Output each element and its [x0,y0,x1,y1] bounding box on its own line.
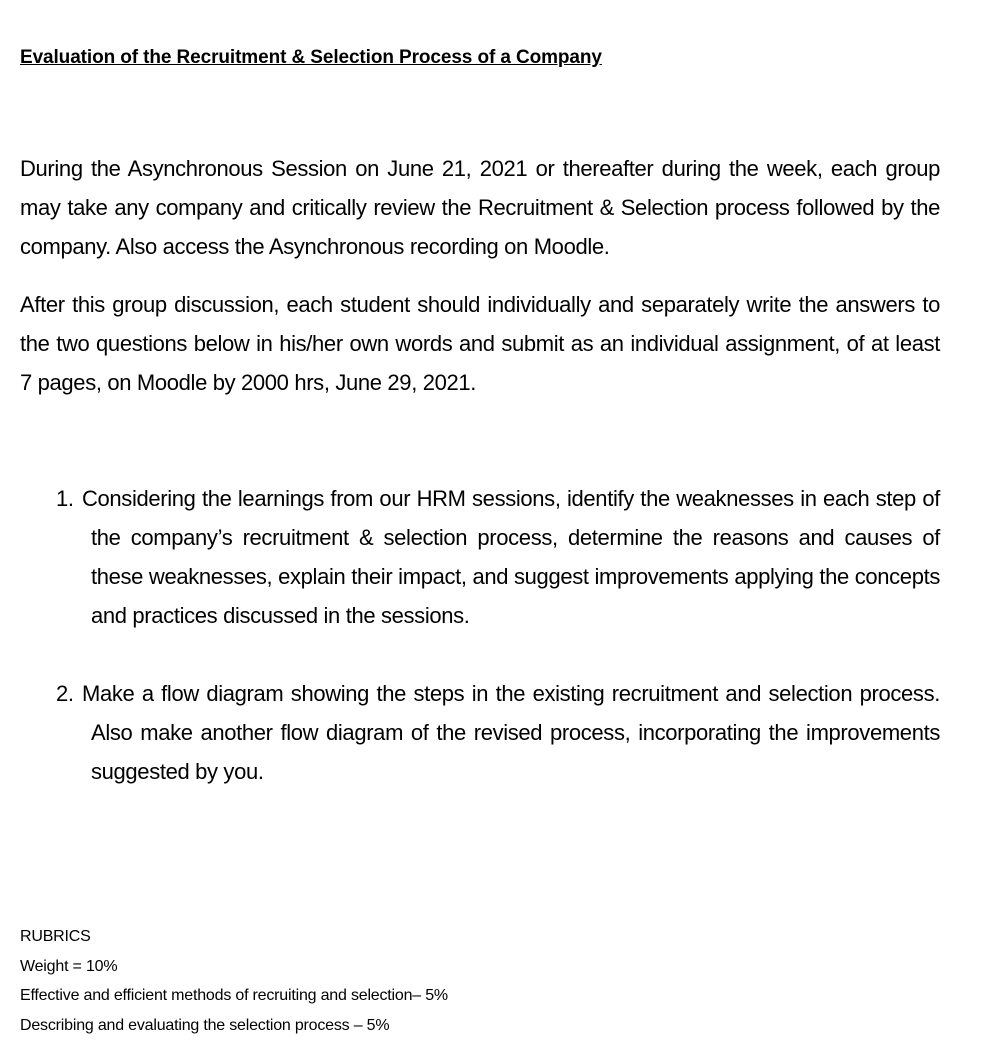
question-list-item-1 [56,479,940,635]
question-1-number: 1. [56,486,74,511]
instructions-paragraph: After this group discussion, each student should individually and separately write the answers to the two questions below in his/her own words and submit as an individual assignment, of at least 7 pages, on Moodle by 2000 hrs, June 29, 2021. [20,292,940,395]
rubrics-heading: RUBRICS [20,928,91,945]
question-1-text: Considering the learnings from our HRM sessions, identify the weaknesses in each step of the company’s recruitment & selection process, determine the reasons and causes of these weaknesses, explain their impact, and suggest improvements applying the concepts and practices discussed in the sessions. [82,486,940,628]
rubric-item-2: Describing and evaluating the selection process – 5% [20,1016,390,1034]
rubrics-weight: Weight = 10% [20,957,118,975]
question-2-text: Make a flow diagram showing the steps in the existing recruitment and selection process. Also make another flow diagram of the revised process, incorporating the improvements suggested by you. [82,681,940,784]
rubrics-section [20,922,448,1040]
question-2-number: 2. [56,681,74,706]
question-1 [56,479,940,635]
question-2 [56,674,940,791]
rubric-item-1: Effective and efficient methods of recruiting and selection– 5% [20,987,448,1004]
document-title: Evaluation of the Recruitment & Selection Process of a Company [20,47,602,68]
question-list-item-2 [56,674,940,791]
intro-paragraph: During the Asynchronous Session on June 21, 2021 or thereafter during the week, each group may take any company and critically review the Recruitment & Selection process followed by the company. Also access the Asynchronous recording on Moodle. [20,156,940,259]
